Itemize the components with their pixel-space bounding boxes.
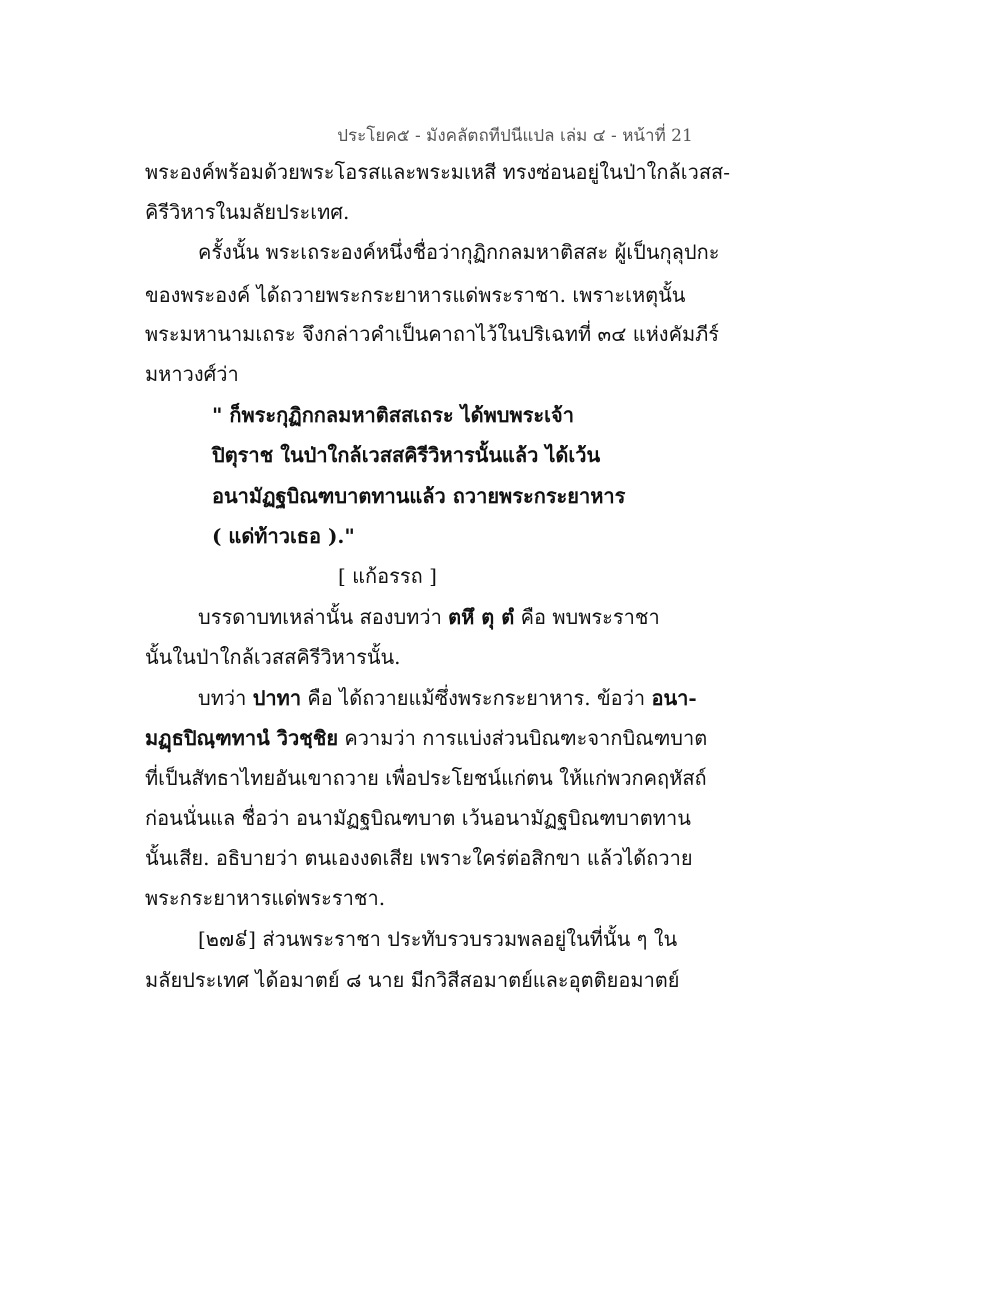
para3-line1 bbox=[198, 605, 660, 629]
para2-line2: ของพระองค์ ได้ถวายพระกระยาหารแด่พระราชา. เพราะเหตุนั้น bbox=[145, 283, 686, 307]
para4-line1-pali-2: อนา- bbox=[651, 686, 697, 710]
para1-line2: คิรีวิหารในมลัยประเทศ. bbox=[145, 200, 350, 224]
para1-line1: พระองค์พร้อมด้วยพระโอรสและพระมเหสี ทรงซ่อนอยู่ในป่าใกล้เวสส- bbox=[145, 160, 730, 184]
para5-line1: [๒๗៩] ส่วนพระราชา ประทับรวบรวมพลอยู่ในที่นั้น ๆ ใน bbox=[198, 927, 678, 951]
para4-line2-pali: มฏฺธปิณฺฑทานํ วิวชฺชิย bbox=[145, 726, 339, 750]
para4-line2 bbox=[145, 726, 707, 750]
para4-line1-pali: ปาทา bbox=[252, 686, 302, 710]
running-header: ประโยค๕ - มังคลัตถทีปนีแปล เล่ม ๔ - หน้าที่ 21 bbox=[337, 126, 693, 146]
verse-line2: ปิตุราช ในป่าใกล้เวสสคิรีวิหารนั้นแล้ว ได้เว้น bbox=[212, 443, 601, 467]
para4-line2-text-b: ความว่า การแบ่งส่วนบิณฑะจากบิณฑบาต bbox=[338, 726, 708, 750]
para3-line1-pali: ตหึ ตุ ตํ bbox=[448, 605, 515, 629]
para3-line1-text-a: บรรดาบทเหล่านั้น สองบทว่า bbox=[198, 605, 449, 629]
para4-line6: พระกระยาหารแด่พระราชา. bbox=[145, 886, 386, 910]
verse-line4: ( แด่ท้าวเธอ )." bbox=[212, 524, 355, 548]
para4-line1-text-a: บทว่า bbox=[198, 686, 253, 710]
para2-line4: มหาวงศ์ว่า bbox=[145, 362, 239, 386]
verse-line3: อนามัฏฐบิณฑบาตทานแล้ว ถวายพระกระยาหาร bbox=[212, 484, 626, 508]
para4-line1-text-c: คือ ได้ถวายแม้ซึ่งพระกระยาหาร. ข้อว่า bbox=[301, 686, 652, 710]
para2-line1: ครั้งนั้น พระเถระองค์หนึ่งชื่อว่ากุฏิกกลมหาติสสะ ผู้เป็นกุลุปกะ bbox=[198, 240, 720, 264]
para4-line3: ที่เป็นสัทธาไทยอันเขาถวาย เพื่อประโยชน์แก่ตน ให้แก่พวกคฤหัสถ์ bbox=[145, 766, 707, 790]
para2-line3: พระมหานามเถระ จึงกล่าวคำเป็นคาถาไว้ในปริเฉทที่ ๓๔ แห่งคัมภีร์ bbox=[145, 322, 720, 346]
verse-line1: " ก็พระกุฏิกกลมหาติสสเถระ ได้พบพระเจ้า bbox=[212, 403, 574, 427]
para5-line2: มลัยประเทศ ได้อมาตย์ ๘ นาย มีกวิสีสอมาตย์และอุตติยอมาตย์ bbox=[145, 968, 680, 992]
para3-line2: นั้นในป่าใกล้เวสสคิรีวิหารนั้น. bbox=[145, 645, 401, 669]
para4-line1 bbox=[198, 686, 697, 710]
para4-line4: ก่อนนั่นแล ชื่อว่า อนามัฏฐบิณฑบาต เว้นอนามัฏฐบิณฑบาตทาน bbox=[145, 806, 691, 830]
section-note: [ แก้อรรถ ] bbox=[338, 564, 437, 588]
para4-line5: นั้นเสีย. อธิบายว่า ตนเองงดเสีย เพราะใคร่ต่อสิกขา แล้วได้ถวาย bbox=[145, 846, 693, 870]
para3-line1-text-c: คือ พบพระราชา bbox=[514, 605, 660, 629]
